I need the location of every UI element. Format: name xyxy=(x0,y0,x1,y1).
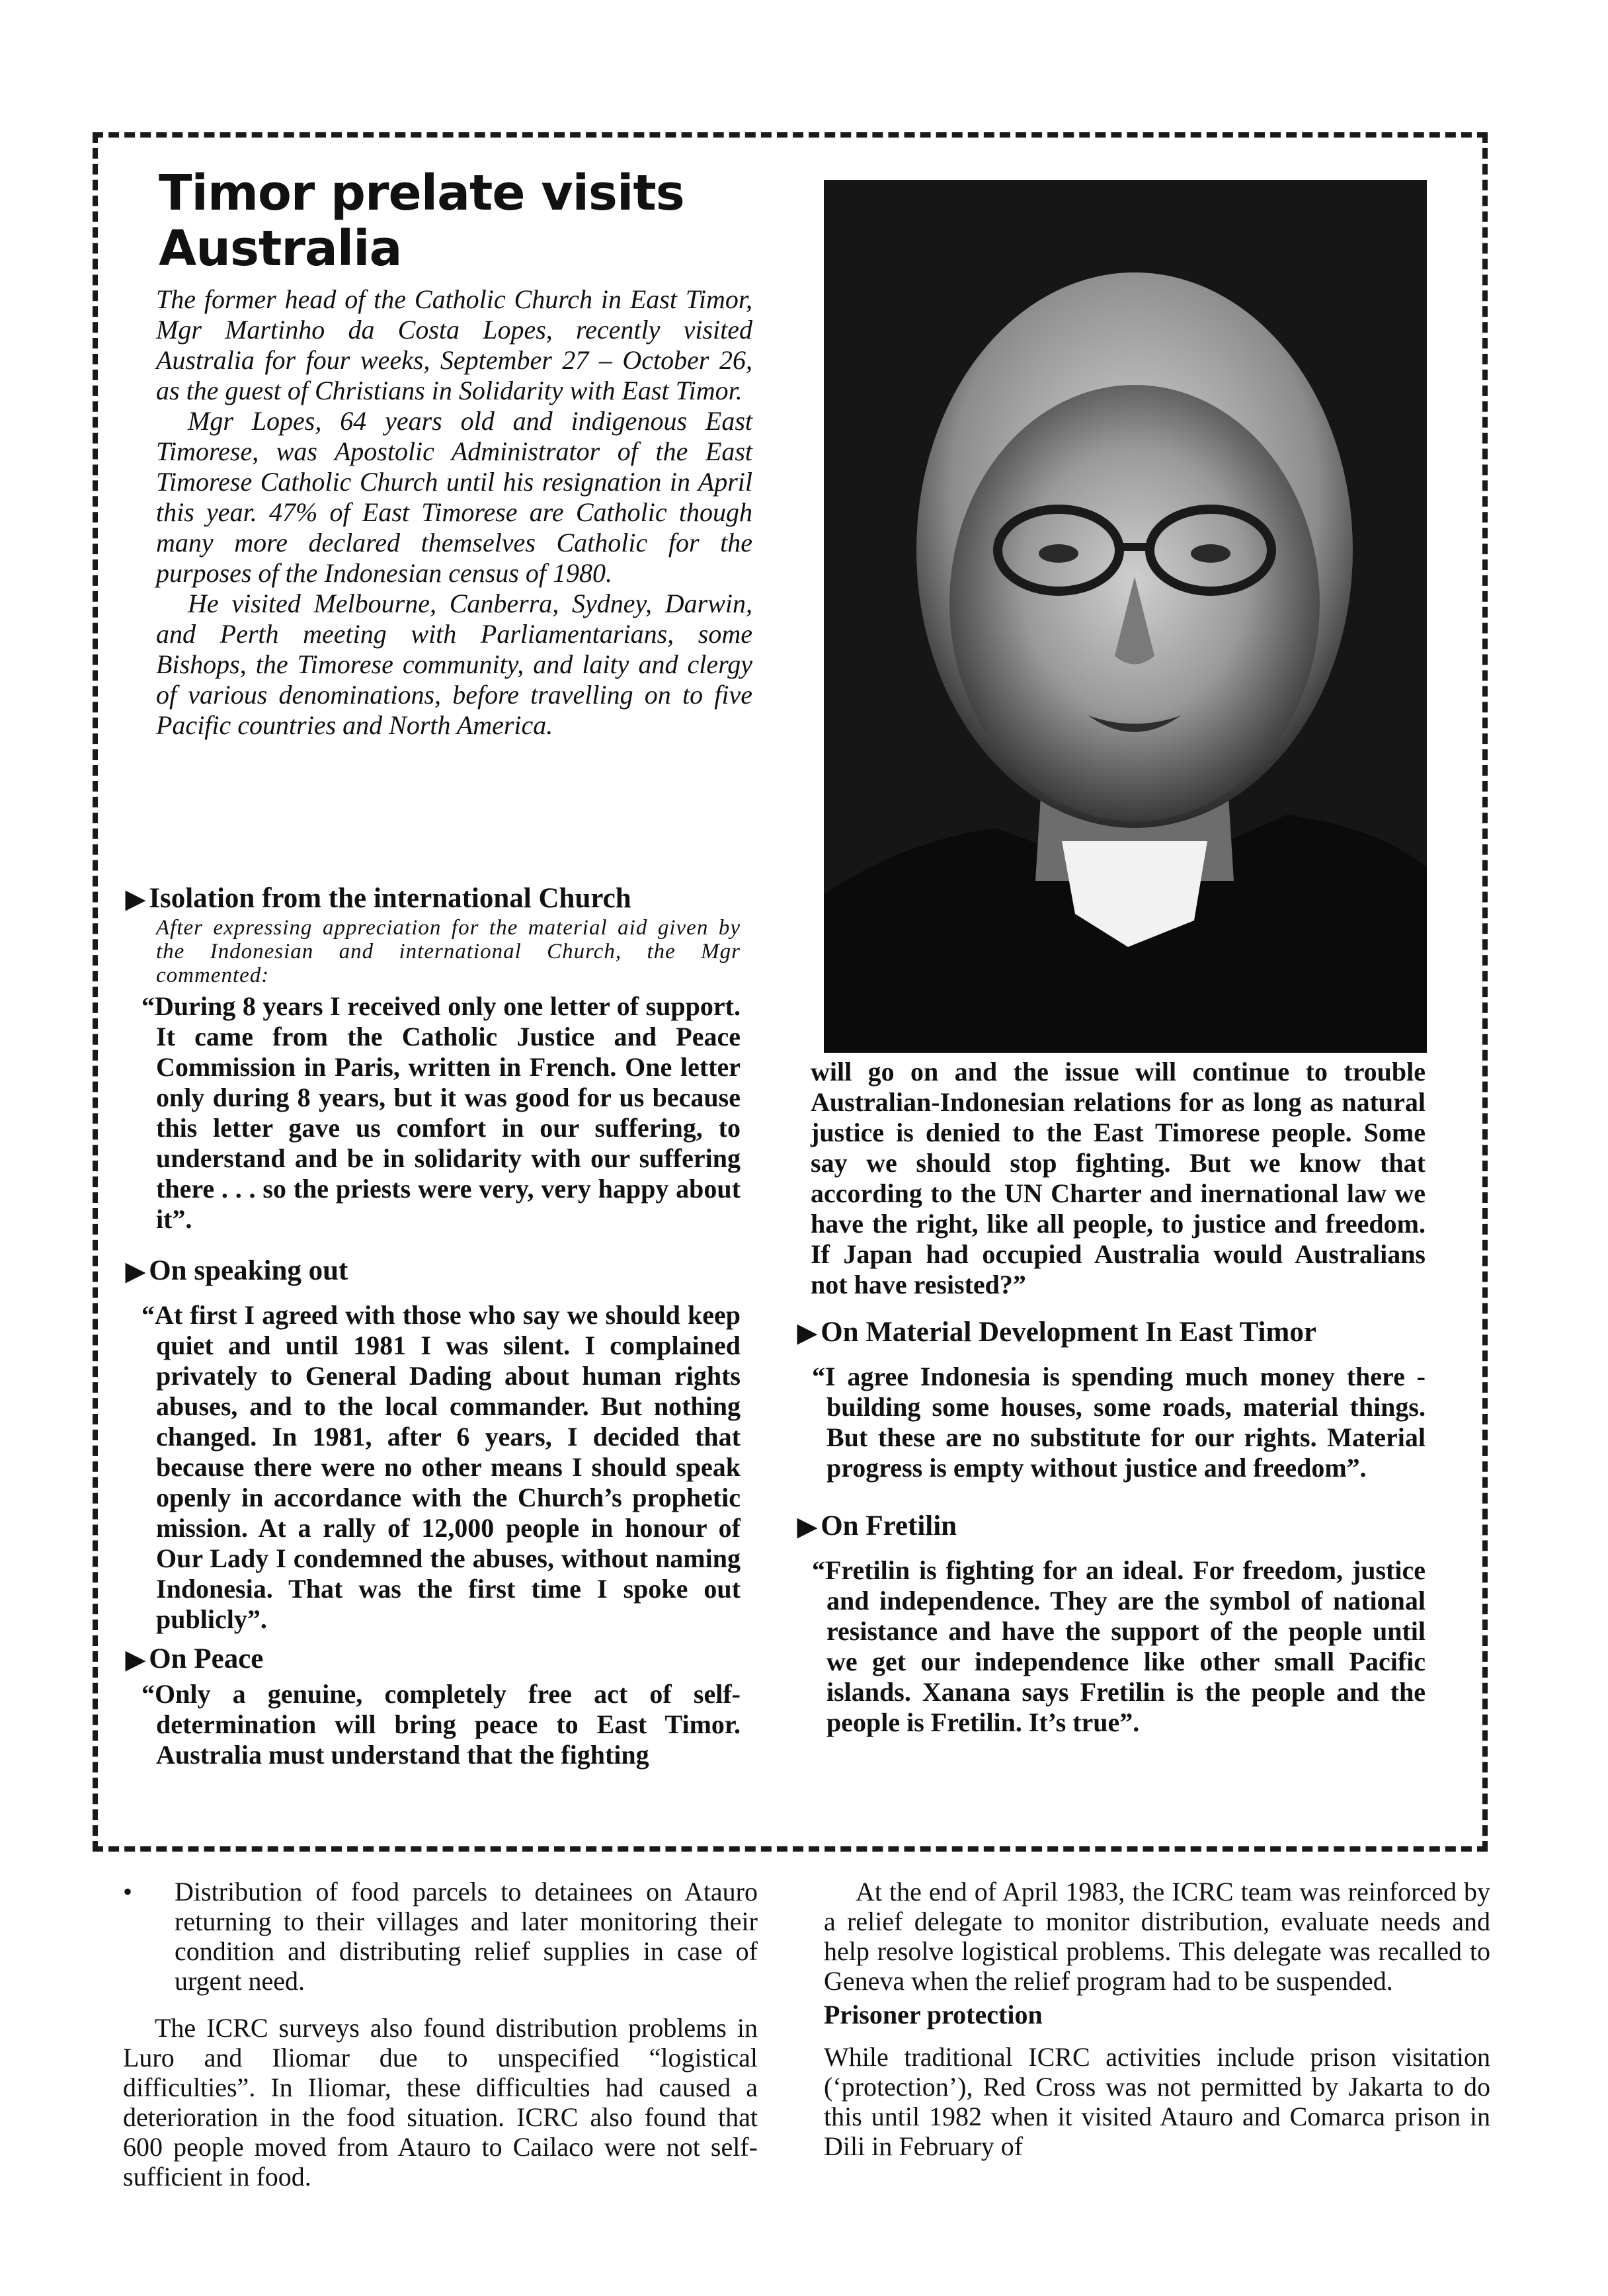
body-paragraph: At the end of April 1983, the ICRC team was reinforced by a relief delegate to monitor distribution, evaluate needs and help resolve logistical problems. This delegate was recalled to Geneva when the relief program had to be suspended. xyxy=(824,1877,1490,1996)
section-sub-intro: After expressing appreciation for the material aid given by the Indonesian and international Church, the Mgr commented: xyxy=(156,916,741,987)
list-item xyxy=(123,1877,758,1996)
lower-right-column xyxy=(824,1877,1490,2161)
triangle-bullet-icon: ▶ xyxy=(126,1646,145,1674)
headline-line-2: Australia xyxy=(159,220,402,277)
intro-paragraph: He visited Melbourne, Canberra, Sydney, Darwin, and Perth meeting with Parliamentarians, some Bishops, the Timorese community, and laity and clergy of various denominations, before travelling on to five Pacific countries and North America. xyxy=(156,589,752,740)
section-heading-material-development: ▶ On Material Development In East Timor xyxy=(797,1317,1316,1348)
body-paragraph: While traditional ICRC activities include prison visitation (‘protection’), Red Cross was not permitted by Jakarta to do this until 1982 when it visited Atauro and Comarca prison in Dili in February of xyxy=(824,2042,1490,2161)
section-heading-isolation: ▶ Isolation from the international Church xyxy=(126,883,631,914)
lower-left-column xyxy=(123,1877,758,2192)
headline-line-1: Timor prelate visits xyxy=(159,165,684,222)
portrait-image xyxy=(824,180,1427,1053)
article-intro xyxy=(156,284,752,741)
section-heading-fretilin: ▶ On Fretilin xyxy=(797,1510,957,1541)
triangle-bullet-icon: ▶ xyxy=(797,1319,817,1347)
quote-peace: “Only a genuine, completely free act of self-determination will bring peace to East Timor. Australia must understand that the fighting xyxy=(141,1679,741,1770)
headline xyxy=(159,165,820,276)
left-column xyxy=(126,882,741,1770)
section-heading-peace: ▶ On Peace xyxy=(126,1643,264,1674)
quote-fretilin: “Fretilin is fighting for an ideal. For freedom, justice and independence. They are the symbol of national resistance and have the support of the people until we get our independence like other small Pacific islands. Xanana says Fretilin is the people and the people is Fretilin. It’s true”. xyxy=(812,1555,1426,1737)
quote-peace-continued: will go on and the issue will continue to trouble Australian-Indonesian relations for as long as natural justice is denied to the East Timorese people. Some say we should stop fighting. But we know that according to the UN Charter and inernational law we have the right, like all people, to justice and freedom. If Japan had occupied Australia would Australians not have resisted?” xyxy=(811,1057,1426,1299)
triangle-bullet-icon: ▶ xyxy=(126,885,145,913)
triangle-bullet-icon: ▶ xyxy=(797,1513,817,1541)
bullet-text: Distribution of food parcels to detainees on Atauro returning to their villages and later monitoring their condition and distributing relief supplies in case of urgent need. xyxy=(175,1877,758,1996)
quote-isolation: “During 8 years I received only one letter of support. It came from the Catholic Justice and Peace Commission in Paris, written in French. One letter only during 8 years, but it was good for us because this letter gave us comfort in our suffering, to understand and be in solidarity with our suffering there . . . so the priests were very, very happy about it”. xyxy=(141,991,741,1234)
section-heading-speaking-out: ▶ On speaking out xyxy=(126,1255,348,1286)
triangle-bullet-icon: ▶ xyxy=(126,1258,145,1286)
body-paragraph: The ICRC surveys also found distribution problems in Luro and Iliomar due to unspecified “logistical difficulties”. In Iliomar, these difficulties had caused a deterioration in the food situation. ICRC also found that 600 people moved from Atauro to Cailaco were not self-sufficient in food. xyxy=(123,2013,758,2192)
section-heading-prisoner-protection: Prisoner protection xyxy=(824,2000,1043,2030)
portrait-photo xyxy=(824,180,1427,1053)
quote-material-development: “I agree Indonesia is spending much money there - building some houses, some roads, material things. But these are no substitute for our rights. Material progress is empty without justice and freedom”. xyxy=(812,1362,1426,1483)
right-column xyxy=(797,1057,1426,1738)
intro-paragraph: Mgr Lopes, 64 years old and indigenous East Timorese, was Apostolic Administrator of the East Timorese Catholic Church until his resignation in April this year. 47% of East Timorese are Catholic though many more declared themselves Catholic for the purposes of the Indonesian census of 1980. xyxy=(156,406,752,588)
quote-speaking-out: “At first I agreed with those who say we should keep quiet and until 1981 I was silent. I complained privately to General Dading about human rights abuses, and to the local commander. But nothing changed. In 1981, after 6 years, I decided that because there were no other means I should speak openly in accordance with the Church’s prophetic mission. At a rally of 12,000 people in honour of Our Lady I condemned the abuses, without naming Indonesia. That was the first time I spoke out publicly”. xyxy=(141,1300,741,1634)
bullet-icon: • xyxy=(123,1877,133,1906)
intro-paragraph: The former head of the Catholic Church in East Timor, Mgr Martinho da Costa Lopes, recently visited Australia for four weeks, September 27 – October 26, as the guest of Christians in Solidarity with East Timor. xyxy=(156,284,752,405)
